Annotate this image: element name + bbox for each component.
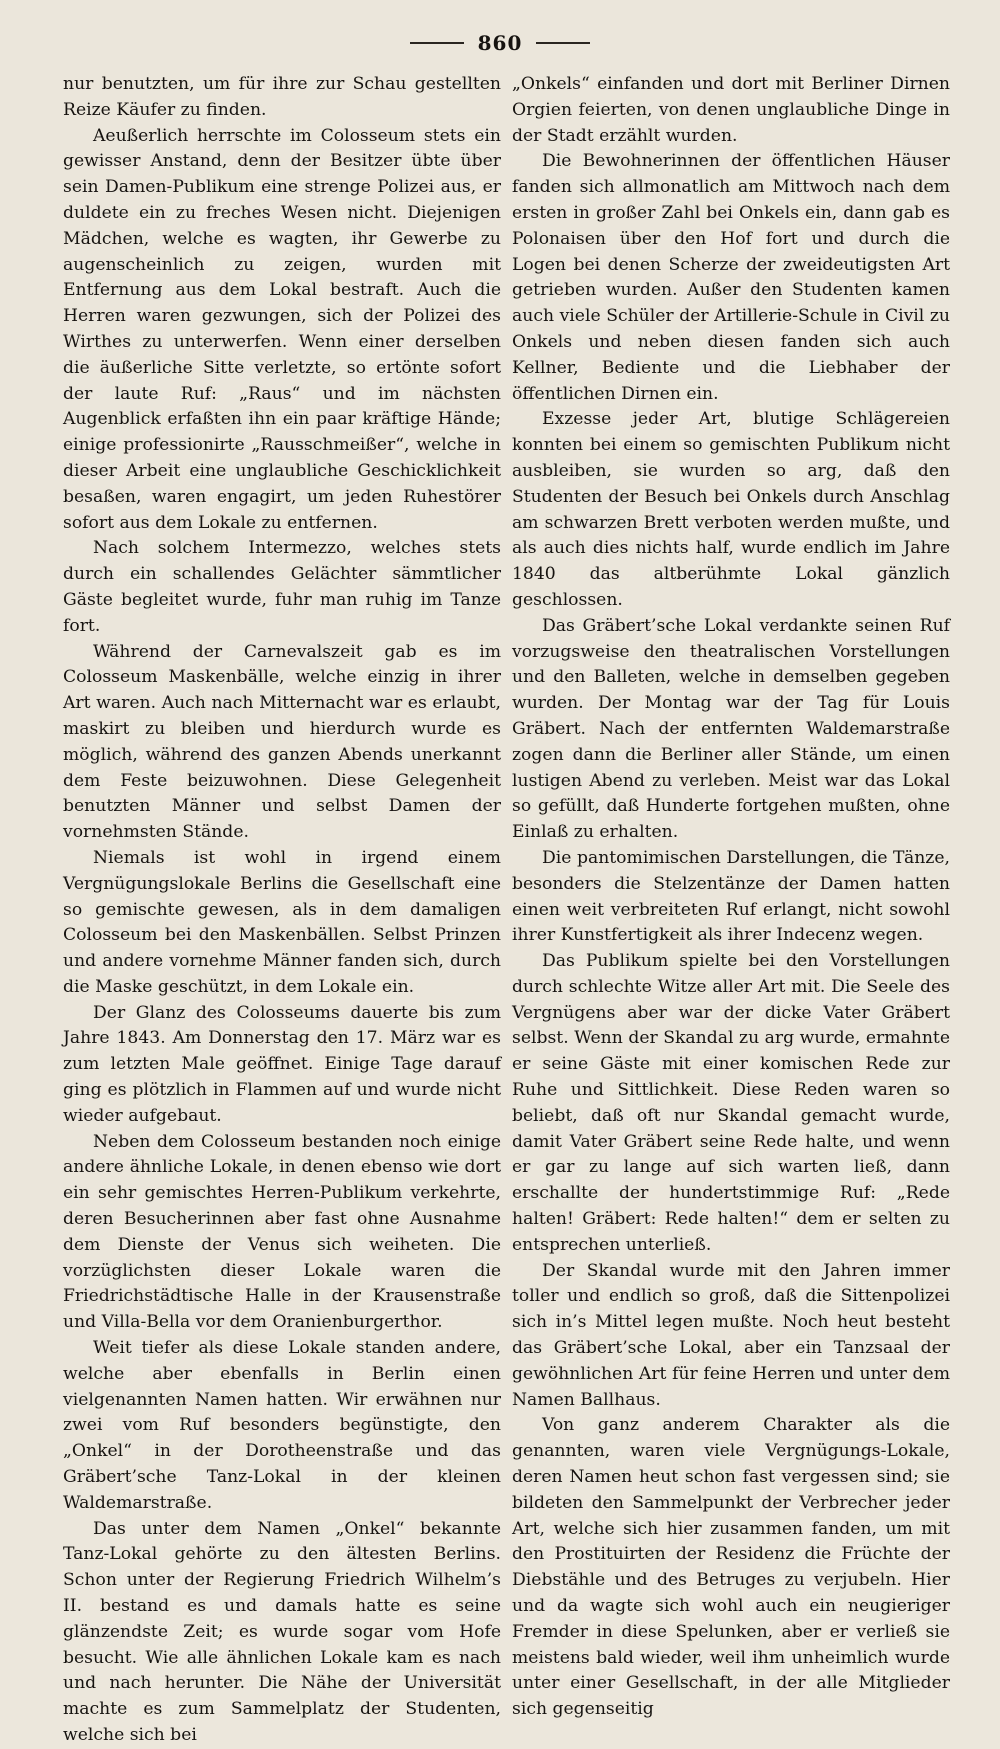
paragraph: Weit tiefer als diese Lokale standen andere, welche aber ebenfalls in Berlin einen vielgenannten Namen hatten. Wir erwähnen nur zwei vom Ruf besonders begünstigte, den „Onkel“ in der Dorotheenstraße und das Gräbert’sche Tanz-Lokal in der kleinen Waldemarstraße.	[63, 1338, 501, 1513]
paragraph: Die Bewohnerinnen der öffentlichen Häuser fanden sich allmonatlich am Mittwoch nach dem ersten in großer Zahl bei Onkels ein, dann gab es Polonaisen über den Hof fort und durch die Logen bei denen Scherze der zweideutigsten Art getrieben wurden. Außer den Studenten kamen auch viele Schüler der Artillerie-Schule in Civil zu Onkels und neben diesen fanden sich auch Kellner, Bediente und die Liebhaber der öffentlichen Dirnen ein.	[512, 151, 950, 404]
paragraph: Neben dem Colosseum bestanden noch einige andere ähnliche Lokale, in denen ebenso wie dort ein sehr gemischtes Herren-Publikum verkehrte, deren Besucherinnen aber fast ohne Ausnahme dem Dienste der Venus sich weiheten. Die vorzüglichsten dieser Lokale waren die Friedrichstädtische Halle in der Krausenstraße und Villa-Bella vor dem Oranienburgerthor.	[63, 1131, 501, 1333]
paragraph: Niemals ist wohl in irgend einem Vergnügungslokale Berlins die Gesellschaft eine so gemischte gewesen, als in dem damaligen Colosseum bei den Maskenbällen. Selbst Prinzen und andere vornehme Männer fanden sich, durch die Maske geschützt, in dem Lokale ein.	[63, 847, 501, 997]
header-rule-right	[536, 42, 590, 44]
left-column	[63, 72, 501, 1749]
paragraph: Während der Carnevalszeit gab es im Colosseum Maskenbälle, welche einzig in ihrer Art waren. Auch nach Mitternacht war es erlaubt, maskirt zu bleiben und hierdurch wurde es möglich, während des ganzen Abends unerkannt dem Feste beizuwohnen. Diese Gelegenheit benutzten Männer und selbst Damen der vornehmsten Stände.	[63, 641, 501, 843]
paragraph: Das Publikum spielte bei den Vorstellungen durch schlechte Witze aller Art mit. Die Seele des Vergnügens aber war der dicke Vater Gräbert selbst. Wenn der Skandal zu arg wurde, ermahnte er seine Gäste mit einer komischen Rede zur Ruhe und Sittlichkeit. Diese Reden waren so beliebt, daß oft nur Skandal gemacht wurde, damit Vater Gräbert seine Rede halte, und wenn er gar zu lange auf sich warten ließ, dann erschallte der hundertstimmige Ruf: „Rede halten! Gräbert: Rede halten!“ dem er selten zu entsprechen unterließ.	[512, 951, 950, 1255]
paragraph: Von ganz anderem Charakter als die genannten, waren viele Vergnügungs-Lokale, deren Namen heut schon fast vergessen sind; sie bildeten den Sammelpunkt der Verbrecher jeder Art, welche sich hier zusammen fanden, um mit den Prostituirten der Residenz die Früchte der Diebstähle und des Betruges zu verjubeln. Hier und da wagte sich wohl auch ein neugieriger Fremder in diese Spelunken, aber er verließ sie meistens bald wieder, weil ihm unheimlich wurde unter einer Gesellschaft, in der alle Mitglieder sich gegenseitig	[512, 1415, 950, 1720]
header-rule-left	[410, 42, 464, 44]
paragraph: „Onkels“ einfanden und dort mit Berliner Dirnen Orgien feierten, von denen unglaubliche Dinge in der Stadt erzählt wurden.	[512, 74, 950, 146]
page-header	[0, 28, 1000, 58]
paragraph: Aeußerlich herrschte im Colosseum stets ein gewisser Anstand, denn der Besitzer übte über sein Damen-Publikum eine strenge Polizei aus, er duldete ein zu freches Wesen nicht. Diejenigen Mädchen, welche es wagten, ihr Gewerbe zu augenscheinlich zu zeigen, wurden mit Entfernung aus dem Lokal bestraft. Auch die Herren waren gezwungen, sich der Polizei des Wirthes zu unterwerfen. Wenn einer derselben die äußerliche Sitte verletzte, so ertönte sofort der laute Ruf: „Raus“ und im nächsten Augenblick erfaßten ihn ein paar kräftige Hände; einige professionirte „Rausschmeißer“, welche in dieser Arbeit eine unglaubliche Geschicklichkeit besaßen, waren engagirt, um jeden Ruhestörer sofort aus dem Lokale zu entfernen.	[63, 125, 501, 533]
right-column	[512, 72, 950, 1723]
paragraph: Das unter dem Namen „Onkel“ bekannte Tanz-Lokal gehörte zu den ältesten Berlins. Schon unter der Regierung Friedrich Wilhelm’s II. bestand es und damals hatte es seine glänzendste Zeit; es wurde sogar vom Hofe besucht. Wie alle ähnlichen Lokale kam es nach und nach herunter. Die Nähe der Universität machte es zum Sammelplatz der Studenten, welche sich bei	[63, 1518, 501, 1745]
paragraph: Die pantomimischen Darstellungen, die Tänze, besonders die Stelzentänze der Damen hatten einen weit verbreiteten Ruf erlangt, nicht sowohl ihrer Kunstfertigkeit als ihrer Indecenz wegen.	[512, 847, 950, 946]
paragraph: Das Gräbert’sche Lokal verdankte seinen Ruf vorzugsweise den theatralischen Vorstellungen und den Balleten, welche in demselben gegeben wurden. Der Montag war der Tag für Louis Gräbert. Nach der entfernten Waldemarstraße zogen dann die Berliner aller Stände, um einen lustigen Abend zu verleben. Meist war das Lokal so gefüllt, daß Hunderte fortgehen mußten, ohne Einlaß zu erhalten.	[512, 615, 950, 843]
paragraph: Nach solchem Intermezzo, welches stets durch ein schallendes Gelächter sämmtlicher Gäste begleitet wurde, fuhr man ruhig im Tanze fort.	[63, 538, 501, 636]
paragraph: Der Skandal wurde mit den Jahren immer toller und endlich so groß, daß die Sittenpolizei sich in’s Mittel legen mußte. Noch heut besteht das Gräbert’sche Lokal, aber ein Tanzsaal der gewöhnlichen Art für feine Herren und unter dem Namen Ballhaus.	[512, 1260, 950, 1410]
paragraph: nur benutzten, um für ihre zur Schau gestellten Reize Käufer zu finden.	[63, 74, 501, 120]
page-number: 860	[477, 31, 523, 55]
paragraph: Exzesse jeder Art, blutige Schlägereien konnten bei einem so gemischten Publikum nicht ausbleiben, sie wurden so arg, daß den Studenten der Besuch bei Onkels durch Anschlag am schwarzen Brett verboten werden mußte, und als auch dies nichts half, wurde endlich im Jahre 1840 das altberühmte Lokal gänzlich geschlossen.	[512, 409, 950, 610]
paragraph: Der Glanz des Colosseums dauerte bis zum Jahre 1843. Am Donnerstag den 17. März war es zum letzten Male geöffnet. Einige Tage darauf ging es plötzlich in Flammen auf und wurde nicht wieder aufgebaut.	[63, 1002, 501, 1126]
